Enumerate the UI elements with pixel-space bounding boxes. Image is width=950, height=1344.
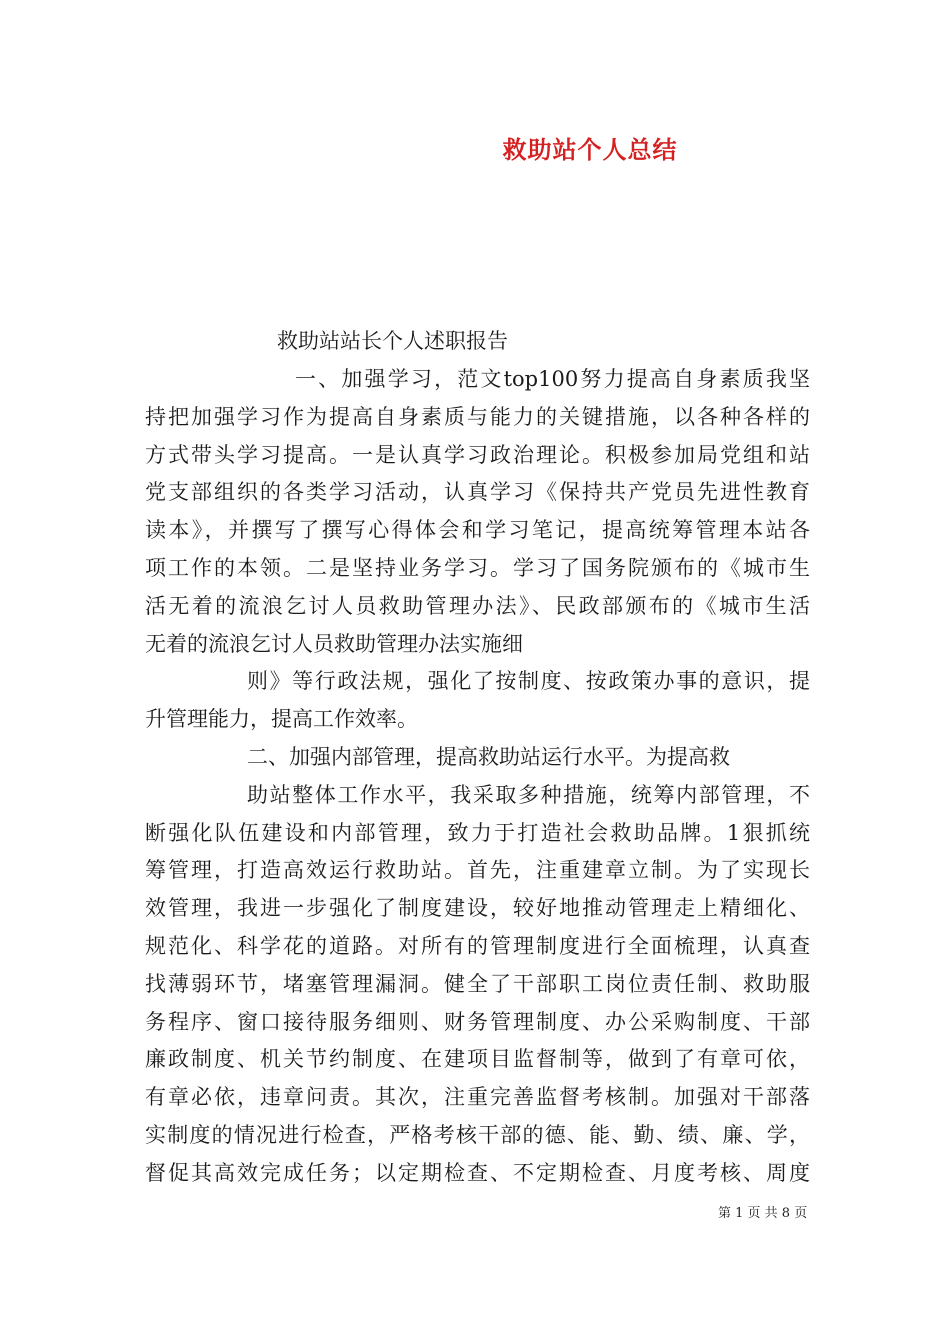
- text-line: 实制度的情况进行检查，严格考核干部的德、能、勤、绩、廉、学，: [145, 1122, 810, 1147]
- text-line: 断强化队伍建设和内部管理，致力于打造社会救助品牌。1狠抓统: [145, 820, 810, 845]
- text-line: 助站整体工作水平，我采取多种措施，统筹内部管理，不: [247, 782, 810, 807]
- text-line: 效管理，我进一步强化了制度建设，较好地推动管理走上精细化、: [145, 896, 810, 921]
- text-line: 二、加强内部管理，提高救助站运行水平。为提高救: [247, 744, 730, 769]
- text-line: 则》等行政法规，强化了按制度、按政策办事的意识，提: [247, 669, 810, 694]
- text-line: 持把加强学习作为提高自身素质与能力的关键措施，以各种各样的: [145, 404, 810, 429]
- text-line: 升管理能力，提高工作效率。: [145, 707, 418, 732]
- body-text: [145, 361, 810, 1193]
- text-line: 读本》，并撰写了撰写心得体会和学习笔记，提高统筹管理本站各: [145, 518, 810, 543]
- text-line: 项工作的本领。二是坚持业务学习。学习了国务院颁布的《城市生: [145, 555, 810, 580]
- text-line: 一、加强学习，范文top100努力提高自身素质我坚: [295, 367, 810, 391]
- page-title: 救助站个人总结: [502, 135, 678, 164]
- text-line: 规范化、科学花的道路。对所有的管理制度进行全面梳理，认真查: [145, 933, 810, 958]
- text-line: 务程序、窗口接待服务细则、财务管理制度、办公采购制度、干部: [145, 1009, 810, 1034]
- text-line: 有章必依，违章问责。其次，注重完善监督考核制。加强对干部落: [145, 1085, 810, 1110]
- text-line: 廉政制度、机关节约制度、在建项目监督制等，做到了有章可依，: [145, 1047, 810, 1072]
- text-line: 党支部组织的各类学习活动，认真学习《保持共产党员先进性教育: [145, 480, 810, 505]
- text-line: 活无着的流浪乞讨人员救助管理办法》、民政部颁布的《城市生活: [145, 593, 810, 618]
- text-line: 找薄弱环节，堵塞管理漏洞。健全了干部职工岗位责任制、救助服: [145, 971, 810, 996]
- text-line: 无着的流浪乞讨人员救助管理办法实施细: [145, 631, 523, 656]
- text-line: 督促其高效完成任务；以定期检查、不定期检查、月度考核、周度: [145, 1160, 810, 1185]
- text-line: 方式带头学习提高。一是认真学习政治理论。积极参加局党组和站: [145, 442, 810, 467]
- page-number: 第 1 页 共 8 页: [718, 1206, 808, 1221]
- report-subtitle: 救助站站长个人述职报告: [277, 329, 508, 353]
- text-line: 筹管理，打造高效运行救助站。首先，注重建章立制。为了实现长: [145, 858, 810, 883]
